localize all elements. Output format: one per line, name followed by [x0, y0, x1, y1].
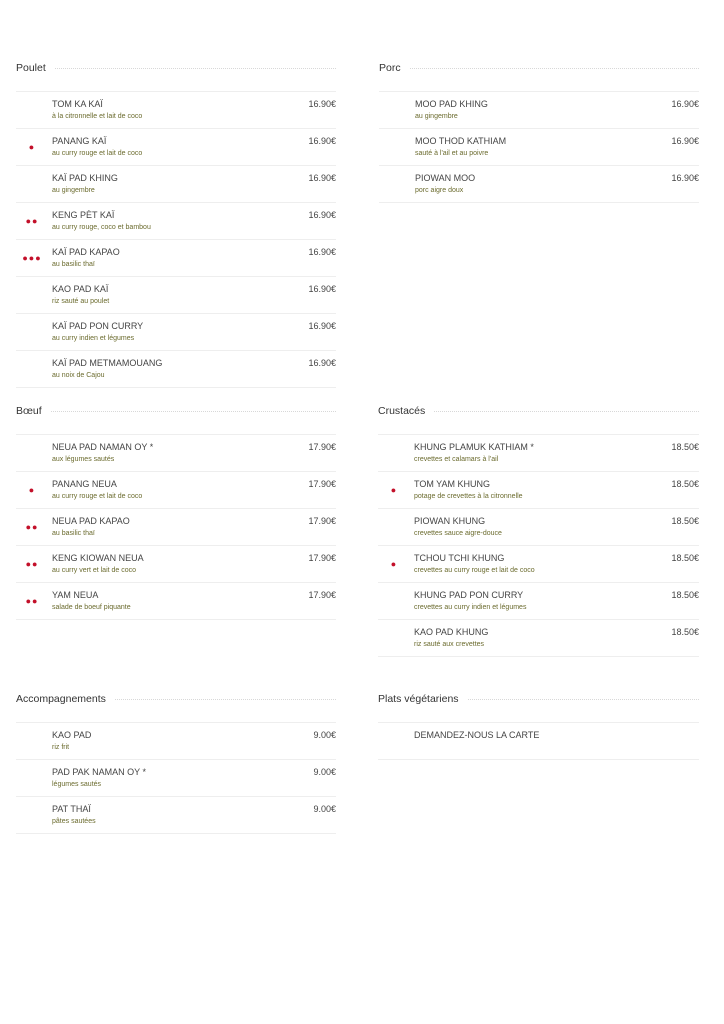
item-list — [378, 434, 699, 657]
item-price: 18.50€ — [671, 553, 699, 563]
item-price: 9.00€ — [313, 730, 336, 740]
section-vegetariens — [378, 692, 699, 760]
menu-item — [16, 92, 336, 129]
spice-level-icon: ● — [390, 485, 398, 495]
item-name: MOO THOD KATHIAM — [415, 136, 507, 146]
item-name: PANANG KAÏ — [52, 136, 107, 146]
item-price: 18.50€ — [671, 479, 699, 489]
menu-item — [16, 129, 336, 166]
item-name: TOM KA KAÏ — [52, 99, 103, 109]
divider — [16, 411, 336, 412]
list-item — [378, 723, 699, 760]
menu-item — [16, 723, 336, 760]
menu-item — [379, 166, 699, 203]
item-name: KAÏ PAD KAPAO — [52, 247, 120, 257]
menu-item — [16, 509, 336, 546]
item-list — [379, 91, 699, 203]
menu-item — [16, 435, 336, 472]
menu-item — [378, 546, 699, 583]
item-name: KAÏ PAD PON CURRY — [52, 321, 144, 331]
item-price: 18.50€ — [671, 590, 699, 600]
section-poulet — [16, 61, 336, 388]
item-description: crevettes au curry rouge et lait de coco — [414, 567, 535, 574]
section-title: Accompagnements — [16, 692, 114, 706]
item-list — [16, 434, 336, 620]
section-boeuf — [16, 404, 336, 620]
item-price: 17.90€ — [308, 590, 336, 600]
menu-item — [16, 760, 336, 797]
item-name: NEUA PAD NAMAN OY * — [52, 442, 154, 452]
menu-item — [379, 129, 699, 166]
item-name: KAO PAD KHUNG — [414, 627, 489, 637]
section-header — [16, 404, 336, 418]
item-list — [16, 91, 336, 388]
item-price: 17.90€ — [308, 516, 336, 526]
item-description: crevettes et calamars à l'ail — [414, 456, 499, 463]
item-description: au curry rouge et lait de coco — [52, 150, 143, 157]
item-description: au noix de Cajou — [52, 372, 105, 379]
item-price: 9.00€ — [313, 804, 336, 814]
item-description: salade de boeuf piquante — [52, 604, 131, 611]
item-price: 18.50€ — [671, 627, 699, 637]
item-description: potage de crevettes à la citronnelle — [414, 493, 523, 500]
item-price: 16.90€ — [308, 284, 336, 294]
item-description: au curry vert et lait de coco — [52, 567, 137, 574]
item-list — [16, 722, 336, 834]
item-name: PIOWAN MOO — [415, 173, 476, 183]
item-description: porc aigre doux — [415, 187, 464, 194]
item-description: au basilic thaï — [52, 261, 95, 268]
menu-item — [16, 203, 336, 240]
section-title: Plats végétariens — [378, 692, 467, 706]
spice-level-icon: ●●● — [22, 253, 42, 263]
item-name: TOM YAM KHUNG — [414, 479, 491, 489]
item-description: sauté à l'ail et au poivre — [415, 150, 489, 157]
section-porc — [379, 61, 699, 203]
item-name: YAM NEUA — [52, 590, 99, 600]
item-name: KAÏ PAD KHING — [52, 173, 118, 183]
item-price: 16.90€ — [308, 247, 336, 257]
item-description: au basilic thaï — [52, 530, 95, 537]
section-header — [16, 61, 336, 75]
item-price: 16.90€ — [308, 99, 336, 109]
menu-item — [16, 472, 336, 509]
item-description: crevettes sauce aigre-douce — [414, 530, 502, 537]
item-description: au curry indien et légumes — [52, 335, 135, 342]
item-name: TCHOU TCHI KHUNG — [414, 553, 505, 563]
item-price: 16.90€ — [671, 173, 699, 183]
menu-item — [16, 314, 336, 351]
item-price: 18.50€ — [671, 442, 699, 452]
spice-level-icon: ●● — [25, 559, 39, 569]
item-description: au gingembre — [415, 113, 458, 120]
item-description: riz frit — [52, 744, 70, 751]
item-name: PIOWAN KHUNG — [414, 516, 486, 526]
item-price: 17.90€ — [308, 553, 336, 563]
item-description: crevettes au curry indien et légumes — [414, 604, 527, 611]
menu-item — [378, 583, 699, 620]
section-header — [378, 404, 699, 418]
item-name: KAÏ PAD METMAMOUANG — [52, 358, 163, 368]
item-price: 16.90€ — [308, 210, 336, 220]
spice-level-icon: ●● — [25, 216, 39, 226]
section-title: Poulet — [16, 61, 54, 75]
item-description: riz sauté aux crevettes — [414, 641, 485, 648]
menu-item — [16, 277, 336, 314]
item-name: NEUA PAD KAPAO — [52, 516, 130, 526]
divider — [379, 68, 699, 69]
menu-item — [16, 351, 336, 388]
item-name: KHUNG PAD PON CURRY — [414, 590, 524, 600]
item-price: 16.90€ — [671, 136, 699, 146]
item-name: KAO PAD KAÏ — [52, 284, 109, 294]
item-description: au curry rouge et lait de coco — [52, 493, 143, 500]
item-price: 16.90€ — [308, 321, 336, 331]
item-price: 17.90€ — [308, 442, 336, 452]
section-accompagnements — [16, 692, 336, 834]
item-price: 16.90€ — [671, 99, 699, 109]
menu-item — [379, 92, 699, 129]
menu-item — [378, 472, 699, 509]
spice-level-icon: ●● — [25, 522, 39, 532]
section-header — [379, 61, 699, 75]
item-price: 18.50€ — [671, 516, 699, 526]
section-title: Crustacés — [378, 404, 433, 418]
section-header — [378, 692, 699, 706]
menu-item — [378, 509, 699, 546]
section-crustaces — [378, 404, 699, 657]
menu-item — [16, 583, 336, 620]
menu-item — [16, 546, 336, 583]
item-description: riz sauté au poulet — [52, 298, 110, 305]
spice-level-icon: ●● — [25, 596, 39, 606]
section-title: Bœuf — [16, 404, 50, 418]
section-header — [16, 692, 336, 706]
item-description: aux légumes sautés — [52, 456, 115, 463]
item-list — [378, 722, 699, 760]
item-description: pâtes sautées — [52, 818, 96, 825]
item-description: légumes sautés — [52, 781, 102, 788]
item-name: PANANG NEUA — [52, 479, 117, 489]
item-name: KENG KIOWAN NEUA — [52, 553, 144, 563]
item-price: 16.90€ — [308, 136, 336, 146]
menu-item — [16, 166, 336, 203]
item-description: au gingembre — [52, 187, 95, 194]
item-name: KHUNG PLAMUK KATHIAM * — [414, 442, 534, 452]
menu-item — [16, 240, 336, 277]
item-name: KENG PÈT KAÏ — [52, 210, 115, 220]
item-description: au curry rouge, coco et bambou — [52, 224, 151, 231]
spice-level-icon: ● — [28, 485, 36, 495]
item-name: KAO PAD — [52, 730, 92, 740]
spice-level-icon: ● — [28, 142, 36, 152]
notice-text: DEMANDEZ-NOUS LA CARTE — [414, 730, 540, 740]
item-description: à la citronnelle et lait de coco — [52, 113, 143, 120]
spice-level-icon: ● — [390, 559, 398, 569]
item-name: PAD PAK NAMAN OY * — [52, 767, 147, 777]
item-name: PAT THAÏ — [52, 804, 91, 814]
item-price: 17.90€ — [308, 479, 336, 489]
item-price: 9.00€ — [313, 767, 336, 777]
menu-item — [378, 620, 699, 657]
section-title: Porc — [379, 61, 409, 75]
divider — [16, 68, 336, 69]
item-name: MOO PAD KHING — [415, 99, 488, 109]
item-price: 16.90€ — [308, 173, 336, 183]
menu-item — [16, 797, 336, 834]
menu-item — [378, 435, 699, 472]
item-price: 16.90€ — [308, 358, 336, 368]
